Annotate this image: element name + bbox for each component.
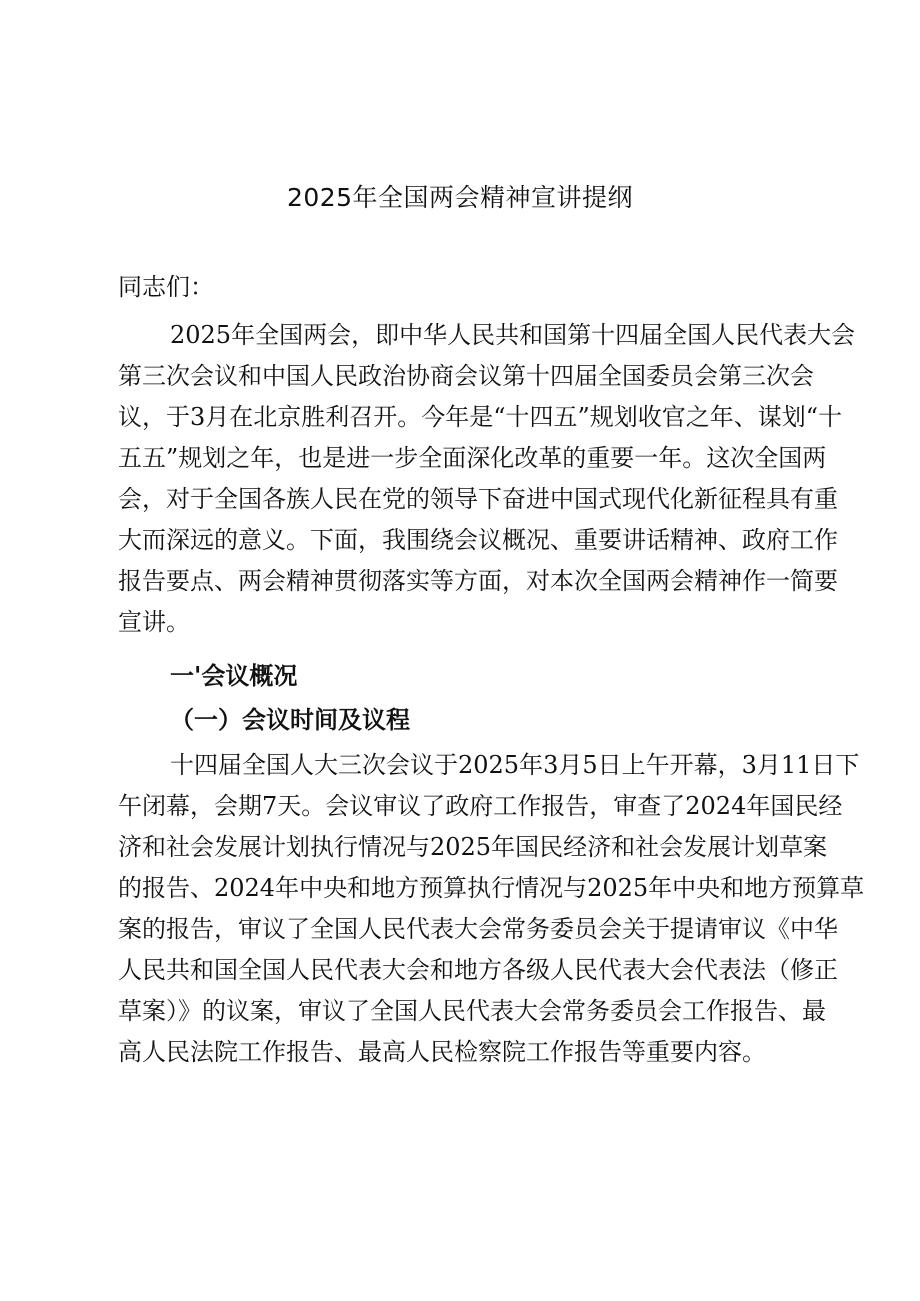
document-title: 2025年全国两会精神宣讲提纲 (286, 183, 634, 212)
body-line: 济和社会发展计划执行情况与2025年国民经济和社会发展计划草案 (118, 833, 828, 861)
intro-line: 第三次会议和中国人民政治协商会议第十四届全国委员会第三次会 (118, 362, 814, 390)
intro-line: 会，对于全国各族人民在党的领导下奋进中国式现代化新征程具有重 (118, 485, 838, 513)
intro-line: 2025年全国两会，即中华人民共和国第十四届全国人民代表大会 (170, 321, 856, 349)
body-line: 高人民法院工作报告、最高人民检察院工作报告等重要内容。 (118, 1038, 766, 1066)
intro-line: 议，于3月在北京胜利召开。今年是“十四五”规划收官之年、谋划“十 (118, 403, 843, 431)
body-line: 草案）》的议案，审议了全国人民代表大会常务委员会工作报告、最 (118, 997, 826, 1025)
body-line: 午闭幕，会期7天。会议审议了政府工作报告，审查了2024年国民经 (118, 792, 843, 820)
intro-line: 宣讲。 (118, 608, 190, 636)
subsection-heading: （一）会议时间及议程 (170, 705, 410, 734)
body-line: 人民共和国全国人民代表大会和地方各级人民代表大会代表法（修正 (118, 956, 838, 984)
intro-line: 报告要点、两会精神贯彻落实等方面，对本次全国两会精神作一简要 (118, 567, 838, 595)
intro-line: 大而深远的意义。下面，我围绕会议概况、重要讲话精神、政府工作 (118, 526, 838, 554)
body-line: 十四届全国人大三次会议于2025年3月5日上午开幕，3月11日下 (170, 751, 860, 779)
body-line: 案的报告，审议了全国人民代表大会常务委员会关于提请审议《中华 (118, 915, 838, 943)
salutation: 同志们： (118, 273, 214, 301)
intro-line: 五五”规划之年，也是进一步全面深化改革的重要一年。这次全国两 (118, 444, 827, 472)
section-heading: 一'会议概况 (170, 661, 298, 690)
body-line: 的报告、2024年中央和地方预算执行情况与2025年中央和地方预算草 (118, 874, 865, 902)
